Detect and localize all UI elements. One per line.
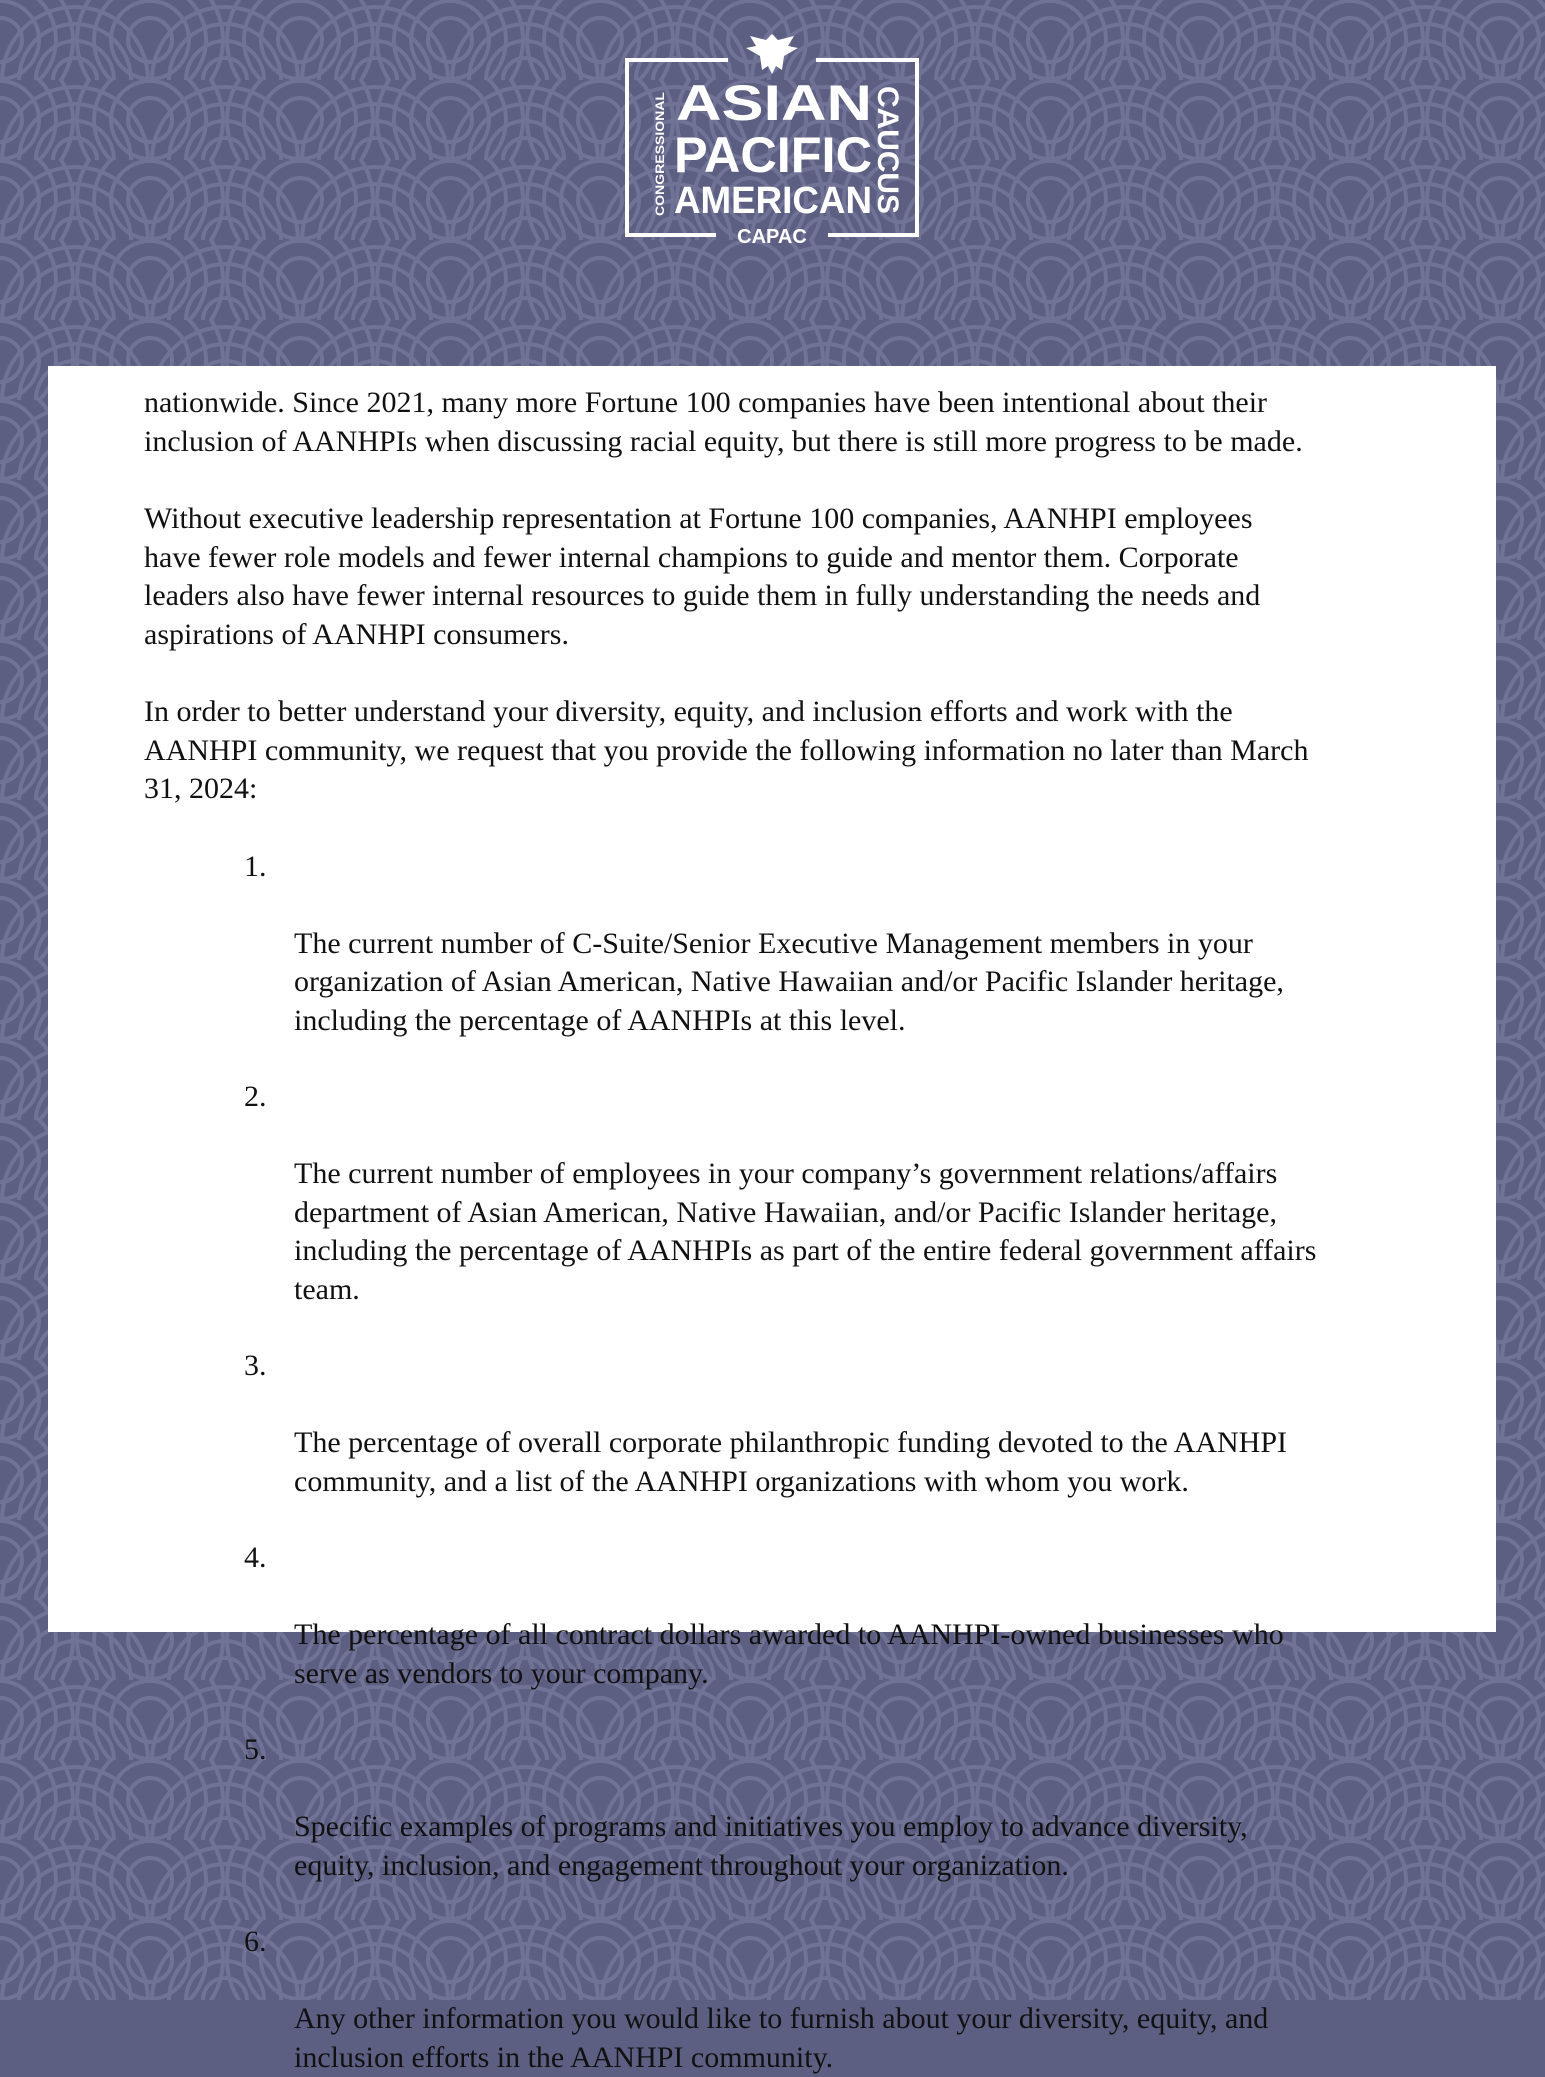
- list-item-number: 1.: [244, 848, 267, 887]
- logo-line-asian: ASIAN: [676, 75, 872, 131]
- list-item: [244, 1731, 1400, 1885]
- logo-side-left: CONGRESSIONAL: [653, 92, 667, 216]
- letter-paragraph: Without executive leadership representation at Fortune 100 companies, AANHPI employees have fewer role models and fewer internal champions to guide and mentor them. Corporate leaders also have fewer internal resources to guide them in fully understanding the needs and aspirations of AANHPI consumers.: [144, 500, 1400, 654]
- list-item-number: 2.: [244, 1078, 267, 1117]
- capac-logo: [624, 30, 920, 250]
- logo-line-pacific: PACIFIC: [674, 127, 872, 183]
- list-item-text: The current number of employees in your company’s government relations/affairs department of Asian American, Native Hawaiian, and/or Pacific Islander heritage, including the percentage of AANHPIs as part of the entire federal government affairs team.: [294, 1157, 1316, 1306]
- list-item: [244, 1347, 1400, 1501]
- list-item-number: 3.: [244, 1347, 267, 1386]
- letter-paragraph: nationwide. Since 2021, many more Fortune 100 companies have been intentional about their inclusion of AANHPIs when discussing racial equity, but there is still more progress to be made.: [144, 384, 1400, 461]
- letter-paragraph: In order to better understand your diversity, equity, and inclusion efforts and work with the AANHPI community, we request that you provide the following information no later than March 31, 2024:: [144, 693, 1400, 809]
- list-item: [244, 1539, 1400, 1693]
- request-list: [144, 848, 1400, 2077]
- logo-side-right: CAUCUS: [871, 86, 904, 214]
- logo-line-american: AMERICAN: [674, 180, 872, 222]
- list-item-number: 5.: [244, 1731, 267, 1770]
- list-item: [244, 848, 1400, 1041]
- letter-page: [48, 366, 1496, 1632]
- logo-bottom-capac: CAPAC: [737, 226, 807, 248]
- list-item-text: Any other information you would like to furnish about your diversity, equity, and inclusion efforts in the AANHPI community.: [294, 2002, 1268, 2074]
- list-item-number: 6.: [244, 1923, 267, 1962]
- list-item-text: The percentage of overall corporate philanthropic funding devoted to the AANHPI community, and a list of the AANHPI organizations with whom you work.: [294, 1426, 1287, 1498]
- eagle-seal-icon: [746, 34, 798, 74]
- list-item: [244, 1078, 1400, 1309]
- list-item-text: The percentage of all contract dollars awarded to AANHPI-owned businesses who serve as vendors to your company.: [294, 1618, 1284, 1690]
- list-item-number: 4.: [244, 1539, 267, 1578]
- list-item-text: Specific examples of programs and initiatives you employ to advance diversity, equity, inclusion, and engagement throughout your organization.: [294, 1810, 1248, 1882]
- list-item: [244, 1923, 1400, 2077]
- list-item-text: The current number of C-Suite/Senior Executive Management members in your organization of Asian American, Native Hawaiian and/or Pacific Islander heritage, including the percentage of AANHPIs at this level.: [294, 927, 1284, 1037]
